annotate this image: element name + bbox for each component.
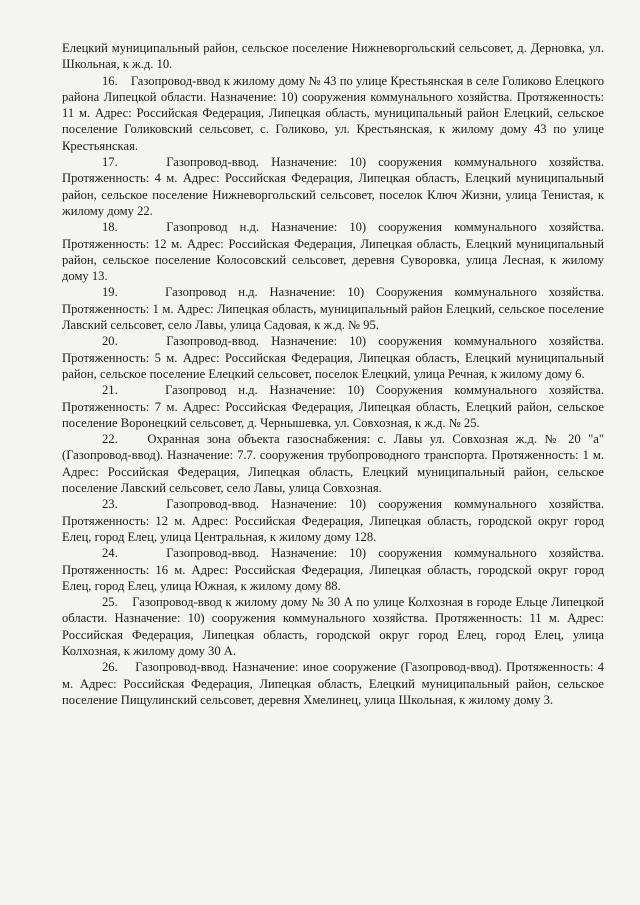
item-number: 24. xyxy=(102,546,118,561)
item-text: Газопровод н.д. Назначение: 10) сооружения коммунального хозяйства. Протяженность: 12 м. Адрес: Российская Федерация, Липецкая область, Елецкий муниципальный район, сельское поселение Колосовский сельсовет, деревня Суворовка, улица Лесная, к жилому дому 13. xyxy=(62,220,604,284)
list-item xyxy=(62,545,604,594)
list-item xyxy=(62,594,604,659)
list-item xyxy=(62,73,604,154)
item-text: Газопровод-ввод к жилому дому № 43 по улице Крестьянская в селе Голиково Елецкого района Липецкой области. Назначение: 10) сооружения коммунального хозяйства. Протяженность: 11 м. Адрес: Российская Федерация, Липецкая область, муниципальный район Елецкий, сельское поселение Голиковский сельсовет, с. Голиково, ул. Крестьянская, к жилому дому 43 по улице Крестьянская. xyxy=(62,73,605,153)
item-text: Охранная зона объекта газоснабжения: с. Лавы ул. Совхозная ж.д. № 20 "а" (Газопровод-ввод). Назначение: 7.7. сооружения трубопроводного транспорта. Протяженность: 1 м. Адрес: Российская Федерация, Липецкая область, Елецкий муниципальный район, сельское поселение Лавский сельсовет, село Лавы, улица Совхозная. xyxy=(62,432,604,496)
item-text: Газопровод-ввод. Назначение: 10) сооружения коммунального хозяйства. Протяженность: 4 м. Адрес: Российская Федерация, Липецкая область, Елецкий муниципальный район, сельское поселение Нижневоргольский сельсовет, поселок Ключ Жизни, улица Тенистая, к жилому дому 22. xyxy=(62,155,604,218)
item-number: 16. xyxy=(102,73,118,88)
item-number: 18. xyxy=(102,220,118,235)
item-text: Газопровод-ввод. Назначение: 10) сооружения коммунального хозяйства. Протяженность: 16 м. Адрес: Российская Федерация, Липецкая область, городской округ город Елец, город Елец, улица Южная, к жилому дому 88. xyxy=(62,546,604,593)
item-text: Газопровод-ввод. Назначение: 10) сооружения коммунального хозяйства. Протяженность: 5 м. Адрес: Российская Федерация, Липецкая область, Елецкий муниципальный район, сельское поселение Елецкий сельсовет, поселок Елецкий, улица Речная, к жилому дому 6. xyxy=(62,334,604,381)
document-body xyxy=(62,40,604,708)
item-text: Газопровод н.д. Назначение: 10) Сооружения коммунального хозяйства. Протяженность: 1 м. Адрес: Липецкая область, муниципальный район Елецкий, сельское поселение Лавский сельсовет, село Лавы, улица Садовая, к ж.д. № 95. xyxy=(62,285,604,333)
item-number: 20. xyxy=(102,334,118,349)
list-item xyxy=(62,431,604,496)
item-number: 23. xyxy=(102,497,118,512)
item-number: 17. xyxy=(102,155,118,170)
list-item xyxy=(62,382,604,431)
item-number: 25. xyxy=(102,595,118,610)
list-item xyxy=(62,333,604,382)
item-text: Газопровод-ввод к жилому дому № 30 А по улице Колхозная в городе Ельце Липецкой области. Назначение: 10) сооружения коммунального хозяйства. Протяженность: 11 м. Адрес: Российская Федерация, Липецкая область, городской округ город Елец, город Елец, улица Колхозная, к жилому дому 30 А. xyxy=(62,595,604,658)
item-number: 22. xyxy=(102,432,118,447)
lead-paragraph: Елецкий муниципальный район, сельское поселение Нижневоргольский сельсовет, д. Дерновка, ул. Школьная, к ж.д. 10. xyxy=(62,41,604,72)
list-item xyxy=(62,284,604,333)
list-item xyxy=(62,154,604,219)
item-number: 19. xyxy=(102,285,118,300)
item-text: Газопровод-ввод. Назначение: 10) сооружения коммунального хозяйства. Протяженность: 12 м. Адрес: Российская Федерация, Липецкая область, городской округ город Елец, город Елец, улица Центральная, к жилому дому 128. xyxy=(62,497,604,544)
list-item xyxy=(62,496,604,545)
item-number: 21. xyxy=(102,383,118,398)
item-text: Газопровод н.д. Назначение: 10) Сооружения коммунального хозяйства. Протяженность: 7 м. Адрес: Российская Федерация, Липецкая область, Елецкий район, сельское поселение Воронецкий сельсовет, д. Чернышевка, ул. Совхозная, к ж.д. № 25. xyxy=(62,383,604,430)
item-text: Газопровод-ввод. Назначение: иное сооружение (Газопровод-ввод). Протяженность: 4 м. Адрес: Российская Федерация, Липецкая область, Елецкий муниципальный район, сельское поселение Пищулинский сельсовет, деревня Хмелинец, улица Школьная, к жилому дому 3. xyxy=(62,660,604,707)
list-item xyxy=(62,659,604,708)
list-item xyxy=(62,219,604,284)
item-number: 26. xyxy=(102,660,118,675)
